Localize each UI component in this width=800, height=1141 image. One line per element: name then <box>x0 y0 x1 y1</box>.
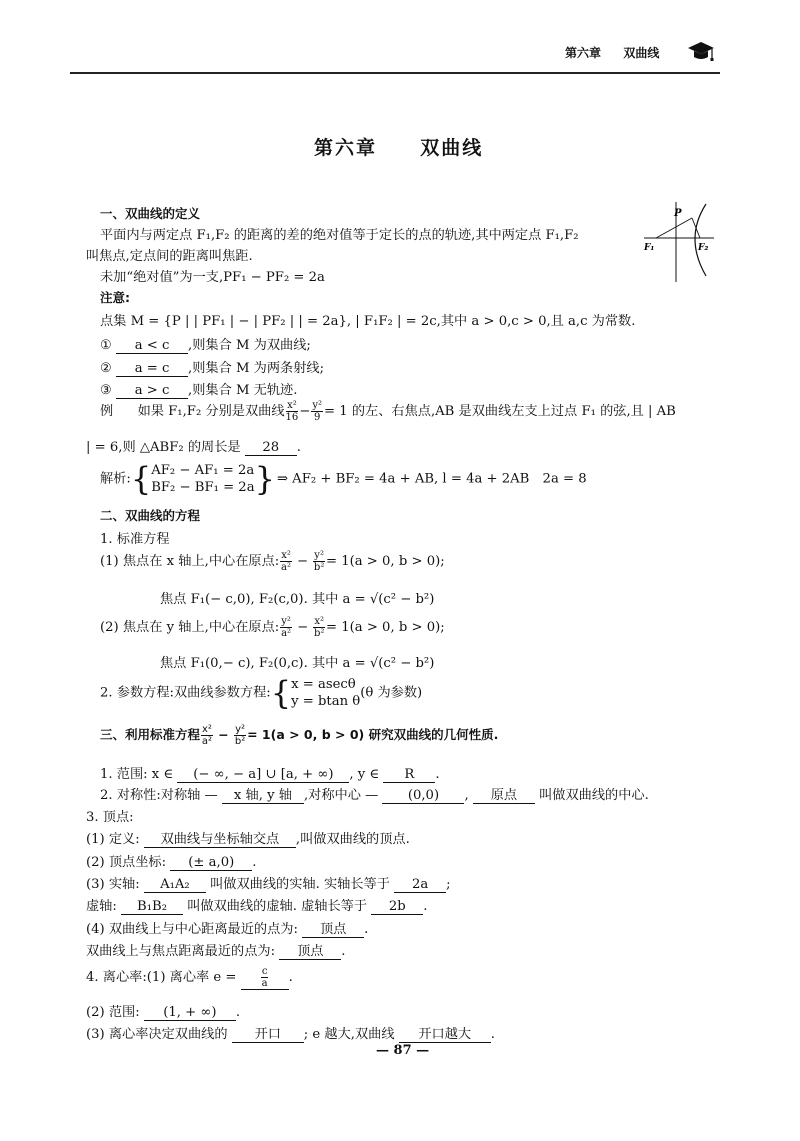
equation-intro: (1) 焦点在 x 轴上,中心在原点: <box>100 554 280 569</box>
header-topic: 双曲线 <box>623 46 660 60</box>
numerator: x² <box>314 616 324 627</box>
answer-blank: (0,0) <box>382 788 464 804</box>
focal-line-2 <box>692 218 700 238</box>
equation-conditions: = 1(a > 0, b > 0); <box>325 554 445 569</box>
fraction-x2-16 <box>286 400 299 423</box>
minus-sign: − <box>299 404 311 419</box>
example-intro: 如果 F₁,F₂ 分别是双曲线 <box>137 404 285 419</box>
imaginary-axis-line <box>86 895 427 915</box>
eshape-intro: (3) 离心率决定双曲线的 <box>86 1027 228 1042</box>
fraction-x2-a2 <box>280 550 292 573</box>
real-axis-intro: (3) 实轴: <box>86 877 140 892</box>
parametric-y: y = btan θ <box>291 694 361 709</box>
range-mid: , y ∈ <box>349 767 380 782</box>
solution-label: 解析: <box>100 471 131 487</box>
header-chapter: 第六章 <box>565 46 602 60</box>
example-line-2 <box>86 436 301 456</box>
symmetry-intro: 2. 对称性:对称轴 — <box>100 788 218 803</box>
left-brace: { <box>270 674 292 712</box>
foci-y: 焦点 F₁(0,− c), F₂(0,c). 其中 a = √(c² − b²) <box>160 656 435 671</box>
answer-blank: R <box>383 767 435 783</box>
imag-axis-intro: 虚轴: <box>86 899 117 914</box>
parametric-note: (θ 为参数) <box>360 685 423 701</box>
answer-blank: 28 <box>245 440 297 456</box>
graduation-cap-icon <box>686 38 716 64</box>
title-topic: 双曲线 <box>420 137 484 159</box>
answer-blank: 开口 <box>232 1023 304 1043</box>
hyperbola-branch <box>695 204 709 276</box>
eccentricity-range <box>86 1001 240 1021</box>
section-3-heading: 三、利用标准方程 $\frac{\text{x²}}{\text{a²}}$ − $\frac{\text{y²}}{\text{b²}}$ = 1(a > 0, b > 0) 研究双曲线的几何性质. <box>100 724 499 747</box>
parametric-system <box>291 676 360 710</box>
heading-conditions: = 1(a > 0, b > 0) 研究双曲线的几何性质. <box>247 727 499 742</box>
example-continued: = 1 的左、右焦点,AB 是双曲线左支上过点 F₁ 的弦,且 | AB <box>324 404 676 419</box>
answer-blank: 2b <box>371 899 423 915</box>
imag-axis-mid: 叫做双曲线的虚轴. 虚轴长等于 <box>187 899 368 914</box>
equation-2: BF₂ − BF₁ = 2a <box>151 480 255 495</box>
denominator: a² <box>281 628 292 639</box>
header-rule <box>70 72 720 74</box>
equation-1: AF₂ − AF₁ = 2a <box>151 463 255 478</box>
numerator: y² <box>235 724 246 735</box>
condition-text: ,则集合 M 为两条射线; <box>188 361 325 376</box>
fraction-y2-a2 <box>280 616 292 639</box>
condition-number: ③ <box>100 383 112 398</box>
definition-line-2: 叫焦点,定点间的距离叫焦距. <box>86 249 253 264</box>
denominator: 9 <box>313 412 321 423</box>
section-2-heading: 二、双曲线的方程 <box>100 508 201 523</box>
denominator: b² <box>313 628 325 639</box>
parametric-equation <box>100 676 422 710</box>
answer-blank: 开口越大 <box>399 1023 491 1043</box>
condition-text: ,则集合 M 为双曲线; <box>188 338 311 353</box>
vertex-heading: 3. 顶点: <box>86 810 134 825</box>
hyperbola-figure <box>640 198 716 284</box>
condition-number: ① <box>100 338 112 353</box>
equation-intro: (2) 焦点在 y 轴上,中心在原点: <box>100 620 280 635</box>
range-intro: 1. 范围: x ∈ <box>100 767 174 782</box>
vertex-definition <box>86 828 410 848</box>
symmetry-line <box>100 784 649 804</box>
parametric-intro: 2. 参数方程:双曲线参数方程: <box>100 685 271 701</box>
focus-f1-label: F₁ <box>644 243 655 253</box>
answer-blank: 双曲线与坐标轴交点 <box>144 828 296 848</box>
coord-end: . <box>252 855 257 870</box>
section-1-heading: 一、双曲线的定义 <box>100 206 201 221</box>
note-label: 注意: <box>100 290 130 305</box>
nearest-to-focus <box>86 940 345 960</box>
erange-end: . <box>235 1005 241 1020</box>
left-brace: { <box>130 460 152 498</box>
numerator: y² <box>312 400 323 411</box>
denominator: a² <box>281 562 292 573</box>
answer-blank: x 轴, y 轴 <box>222 784 304 804</box>
fraction-y2-9 <box>311 400 323 423</box>
symmetry-mid: ,对称中心 — <box>303 788 379 803</box>
near-intro: (4) 双曲线上与中心距离最近的点为: <box>86 922 298 937</box>
numerator: x² <box>281 550 291 561</box>
definition-line-1: 平面内与两定点 F₁,F₂ 的距离的差的绝对值等于定长的点的轨迹,其中两定点 F₁,F₂ <box>100 228 579 243</box>
answer-blank <box>241 966 289 990</box>
answer-blank: a < c <box>116 338 188 354</box>
real-axis-mid: 叫做双曲线的实轴. 实轴长等于 <box>210 877 390 892</box>
fraction-y2-b2 <box>313 550 325 573</box>
condition-1 <box>100 334 311 354</box>
erange-intro: (2) 范围: <box>86 1005 140 1020</box>
page-number: — 87 — <box>376 1043 430 1058</box>
answer-blank: (1, + ∞) <box>144 1005 236 1021</box>
standard-equation-heading: 1. 标准方程 <box>100 532 170 547</box>
eccentricity-line <box>86 966 293 990</box>
condition-number: ② <box>100 361 112 376</box>
parametric-x: x = asecθ <box>291 677 356 692</box>
heading-intro: 三、利用标准方程 <box>100 727 201 742</box>
fraction-c-a <box>261 966 269 989</box>
range-end: . <box>435 767 440 782</box>
near-end: . <box>364 922 369 937</box>
standard-equation-x: (1) 焦点在 x 轴上,中心在原点: $\frac{\text{x²}}{\text{a²}}$ − $\frac{\text{y²}}{\text{b²}}$ = 1(a > 0, b > 0); <box>100 550 445 573</box>
numerator: x² <box>287 400 297 411</box>
fraction-x2-a2 <box>201 724 213 747</box>
answer-blank: A₁A₂ <box>144 877 206 893</box>
right-brace: } <box>254 460 275 498</box>
range-line <box>100 763 440 783</box>
running-header <box>565 44 659 61</box>
answer-blank: 顶点 <box>302 918 364 938</box>
title-chapter: 第六章 <box>314 137 378 159</box>
eccentricity-shape <box>86 1023 495 1043</box>
condition-3 <box>100 379 297 399</box>
coord-intro: (2) 顶点坐标: <box>86 855 167 870</box>
solution-block <box>100 462 587 496</box>
eshape-mid: ; e 越大,双曲线 <box>303 1027 395 1042</box>
denominator: a² <box>201 736 213 747</box>
focal-line-1 <box>656 218 692 238</box>
ecc-end: . <box>288 970 293 985</box>
solution-result: ⇒ AF₂ + BF₂ = 4a + AB, l = 4a + 2AB 2a = 8 <box>276 471 587 487</box>
answer-blank: 顶点 <box>279 940 341 960</box>
numerator: c <box>261 966 268 977</box>
foci-x: 焦点 F₁(− c,0), F₂(c,0). 其中 a = √(c² − b²) <box>160 592 435 607</box>
answer-blank: 原点 <box>473 784 535 804</box>
condition-2 <box>100 357 324 377</box>
real-axis-end: ; <box>446 877 451 892</box>
condition-text: ,则集合 M 无轨迹. <box>188 383 298 398</box>
example-label: 例 <box>100 404 114 419</box>
answer-blank: B₁B₂ <box>121 899 183 915</box>
standard-equation-y: (2) 焦点在 y 轴上,中心在原点: $\frac{\text{y²}}{\text{a²}}$ − $\frac{\text{x²}}{\text{b²}}$ = 1(a > 0, b > 0); <box>100 616 445 639</box>
symmetry-end: 叫做双曲线的中心. <box>539 788 649 803</box>
numerator: x² <box>202 724 212 735</box>
point-p-label: P <box>674 208 682 219</box>
answer-blank: (− ∞, − a] ∪ [a, + ∞) <box>177 767 349 783</box>
answer-blank: a = c <box>116 361 188 377</box>
example-question: | = 6,则 △ABF₂ 的周长是 <box>86 440 241 455</box>
eshape-end: . <box>490 1027 495 1042</box>
answer-blank: (± a,0) <box>170 855 252 871</box>
denominator: a <box>261 978 268 989</box>
denominator: b² <box>313 562 325 573</box>
near2-intro: 双曲线上与焦点距离最近的点为: <box>86 944 276 959</box>
answer-blank: a > c <box>116 383 188 399</box>
numerator: y² <box>314 550 324 561</box>
example-end: . <box>296 440 301 455</box>
near2-end: . <box>341 944 346 959</box>
page-title <box>314 133 483 160</box>
example-line-1 <box>100 400 676 423</box>
nearest-to-center <box>86 918 368 938</box>
vertex-def-intro: (1) 定义: <box>86 832 140 847</box>
symmetry-comma: , <box>464 788 469 803</box>
fraction-x2-b2 <box>313 616 325 639</box>
vertex-coordinates <box>86 851 256 871</box>
definition-line-3: 未加“绝对值”为一支,PF₁ − PF₂ = 2a <box>100 270 325 285</box>
vertex-def-end: ,叫做双曲线的顶点. <box>295 832 410 847</box>
fraction-y2-b2 <box>234 724 246 747</box>
denominator: 16 <box>285 412 299 423</box>
answer-blank: 2a <box>394 877 446 893</box>
set-definition: 点集 M = {P | | PF₁ | − | PF₂ | | = 2a}, | F₁F₂ | = 2c,其中 a > 0,c > 0,且 a,c 为常数. <box>100 314 636 329</box>
equation-system <box>151 462 254 496</box>
real-axis-line <box>86 873 451 893</box>
focus-f2-label: F₂ <box>698 243 709 253</box>
ecc-intro: 4. 离心率:(1) 离心率 e = <box>86 970 237 985</box>
equation-conditions: = 1(a > 0, b > 0); <box>325 620 445 635</box>
imag-axis-end: . <box>423 899 428 914</box>
denominator: b² <box>234 736 246 747</box>
numerator: y² <box>281 616 291 627</box>
